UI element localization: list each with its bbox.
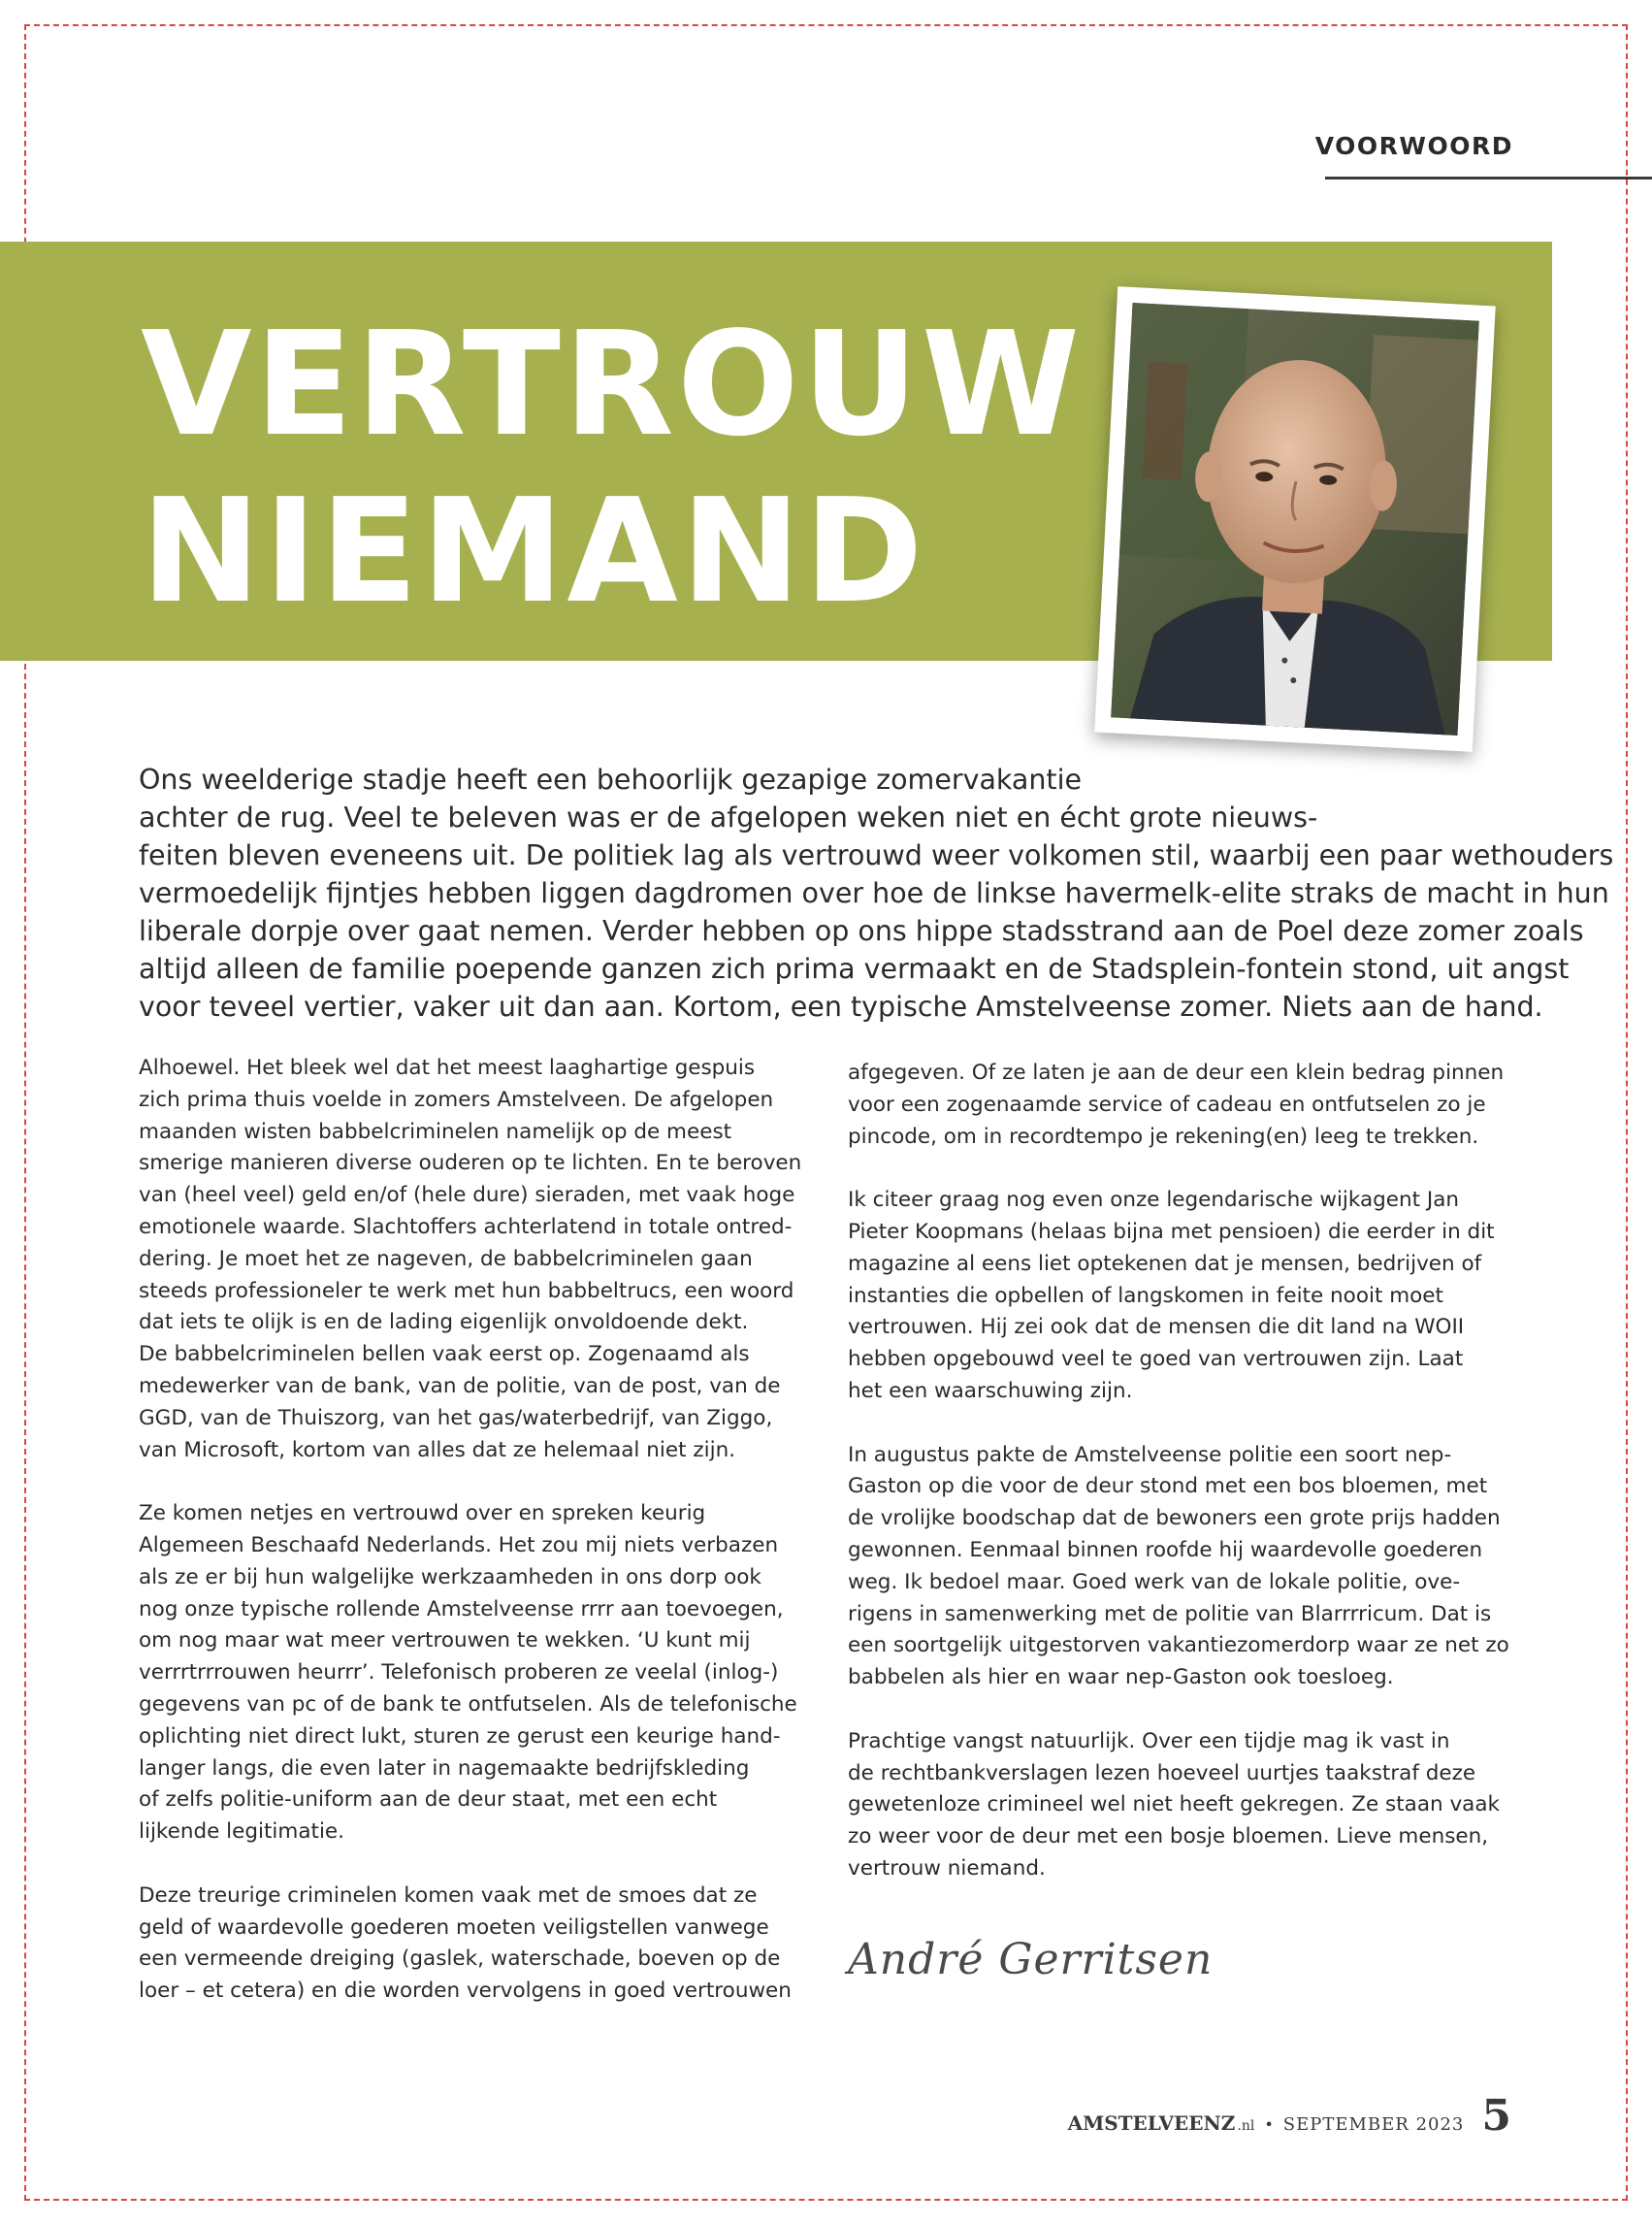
body-line: dat iets te olijk is en de lading eigenlijk onvoldoende dekt. [139,1310,749,1335]
body-line: instanties die opbellen of langskomen in feite nooit moet [848,1283,1443,1308]
magazine-brand: AMSTELVEENZ [1067,2111,1236,2135]
author-portrait-image [1111,303,1479,736]
title-line-1: VERTROUW [141,301,1084,468]
body-line: dering. Je moet het ze nageven, de babbelcriminelen gaan [139,1246,753,1271]
body-line: een vermeende dreiging (gaslek, waterschade, boeven op de [139,1947,781,1972]
body-line: het een waarschuwing zijn. [848,1378,1133,1403]
section-label: VOORWOORD [1314,132,1513,160]
body-paragraph [139,1498,808,1849]
author-photo [1094,286,1496,752]
body-column-left [139,1053,808,2040]
body-line: nog onze typische rollende Amstelveense rrrr aan toevoegen, [139,1596,784,1621]
body-line: vertrouwen. Hij zei ook dat de mensen die dit land na WOII [848,1315,1465,1340]
lead-line: Ons weelderige stadje heeft een behoorlijk gezapige zomervakantie [139,764,1083,796]
body-line: Alhoewel. Het bleek wel dat het meest laaghartige gespuis [139,1056,756,1080]
body-line: als ze er bij hun walgelijke werkzaamheden in ons dorp ook [139,1564,761,1589]
lead-paragraph [139,761,1614,1026]
body-line: emotionele waarde. Slachtoffers achterlatend in totale ontred- [139,1214,793,1239]
page-footer [1068,2091,1511,2141]
magazine-domain: .nl [1237,2118,1255,2134]
body-line: Gaston op die voor de deur stond met een bos bloemen, met [848,1474,1488,1499]
body-line: of zelfs politie-uniform aan de deur staat, met een echt [139,1787,718,1813]
body-line: Ik citeer graag nog even onze legendarische wijkagent Jan [848,1188,1460,1213]
article-title [141,301,1083,635]
body-line: een soortgelijk uitgestorven vakantiezomerdorp waar ze net zo [848,1633,1509,1658]
body-line: van (heel veel) geld en/of (hele dure) sieraden, met vaak hoge [139,1183,795,1208]
body-line: gegevens van pc of de bank te ontfutselen. Als de telefonische [139,1691,797,1717]
body-line: voor een zogenaamde service of cadeau en ontfutselen zo je [848,1092,1486,1117]
issue-date: SEPTEMBER 2023 [1282,2114,1465,2135]
page-number: 5 [1481,2091,1511,2141]
body-paragraph [848,1440,1517,1694]
body-line: geld of waardevolle goederen moeten veiligstellen vanwege [139,1914,769,1940]
lead-line: achter de rug. Veel te beleven was er de afgelopen weken niet en écht grote nieuws- [139,802,1318,834]
body-line: smerige manieren diverse ouderen op te lichten. En te beroven [139,1151,802,1176]
title-line-2: NIEMAND [141,468,926,635]
body-line: GGD, van de Thuiszorg, van het gas/waterbedrijf, van Ziggo, [139,1405,773,1430]
lead-line: liberale dorpje over gaat nemen. Verder hebben op ons hippe stadsstrand aan de Poel deze zomer zoals [139,915,1584,947]
body-line: Deze treurige criminelen komen vaak met de smoes dat ze [139,1882,758,1908]
body-line: magazine al eens liet optekenen dat je mensen, bedrijven of [848,1251,1482,1276]
body-line: steeds professioneler te werk met hun babbeltrucs, een woord [139,1278,794,1303]
section-rule [1325,177,1652,180]
body-line: vertrouw niemand. [848,1855,1046,1881]
body-line: maanden wisten babbelcriminelen namelijk op de meest [139,1119,732,1144]
lead-line: altijd alleen de familie poepende ganzen zich prima vermaakt en de Stadsplein-fontein stond, uit angst [139,953,1570,985]
body-line: afgegeven. Of ze laten je aan de deur een klein bedrag pinnen [848,1061,1505,1085]
body-paragraph [139,1881,808,2008]
body-line: medewerker van de bank, van de politie, van de post, van de [139,1373,781,1398]
body-line: Algemeen Beschaafd Nederlands. Het zou mij niets verbazen [139,1532,779,1557]
body-line: Prachtige vangst natuurlijk. Over een tijdje mag ik vast in [848,1728,1450,1753]
author-signature: André Gerritsen [848,1935,1214,1984]
body-line: Pieter Koopmans (helaas bijna met pensioen) die eerder in dit [848,1219,1495,1244]
lead-line: voor teveel vertier, vaker uit dan aan. Kortom, een typische Amstelveense zomer. Niets aan de hand. [139,991,1543,1023]
body-line: de vrolijke boodschap dat de bewoners een grote prijs hadden [848,1506,1501,1531]
body-line: zo weer voor de deur met een bosje bloemen. Lieve mensen, [848,1824,1489,1849]
body-line: babbelen als hier en waar nep-Gaston ook toesloeg. [848,1665,1394,1690]
body-line: gewonnen. Eenmaal binnen roofde hij waardevolle goederen [848,1537,1483,1562]
body-paragraph [848,1185,1517,1408]
lead-line: vermoedelijk fijntjes hebben liggen dagdromen over hoe de linkse havermelk-elite straks de macht in hun [139,877,1609,909]
body-line: de rechtbankverslagen lezen hoeveel uurtjes taakstraf deze [848,1760,1476,1785]
body-paragraph [848,1726,1517,1885]
body-line: lijkende legitimatie. [139,1819,344,1845]
lead-line: feiten bleven eveneens uit. De politiek lag als vertrouwd weer volkomen stil, waarbij een paar wethouders [139,839,1614,871]
body-line: rigens in samenwerking met de politie van Blarrrricum. Dat is [848,1601,1492,1626]
body-paragraph [139,1053,808,1466]
footer-separator: • [1264,2115,1274,2134]
body-line: De babbelcriminelen bellen vaak eerst op. Zogenaamd als [139,1342,750,1367]
body-line: In augustus pakte de Amstelveense politie een soort nep- [848,1442,1452,1467]
body-line: van Microsoft, kortom van alles dat ze helemaal niet zijn. [139,1437,736,1462]
body-line: langer langs, die even later in nagemaakte bedrijfskleding [139,1755,750,1781]
body-line: oplichting niet direct lukt, sturen ze gerust een keurige hand- [139,1723,781,1749]
body-line: gewetenloze crimineel wel niet heeft gekregen. Ze staan vaak [848,1792,1500,1817]
body-line: weg. Ik bedoel maar. Goed werk van de lokale politie, ove- [848,1569,1461,1594]
body-line: zich prima thuis voelde in zomers Amstelveen. De afgelopen [139,1087,774,1112]
body-line: verrrtrrrouwen heurrr’. Telefonisch proberen ze veelal (inlog-) [139,1660,779,1685]
body-column-right [848,1058,1517,1917]
body-paragraph [848,1058,1517,1153]
body-line: om nog maar wat meer vertrouwen te wekken. ‘U kunt mij [139,1628,751,1653]
body-line: loer – et cetera) en die worden vervolgens in goed vertrouwen [139,1979,792,2004]
body-line: hebben opgebouwd veel te goed van vertrouwen zijn. Laat [848,1347,1464,1372]
body-line: pincode, om in recordtempo je rekening(en) leeg te trekken. [848,1124,1479,1149]
body-line: Ze komen netjes en vertrouwd over en spreken keurig [139,1501,706,1526]
